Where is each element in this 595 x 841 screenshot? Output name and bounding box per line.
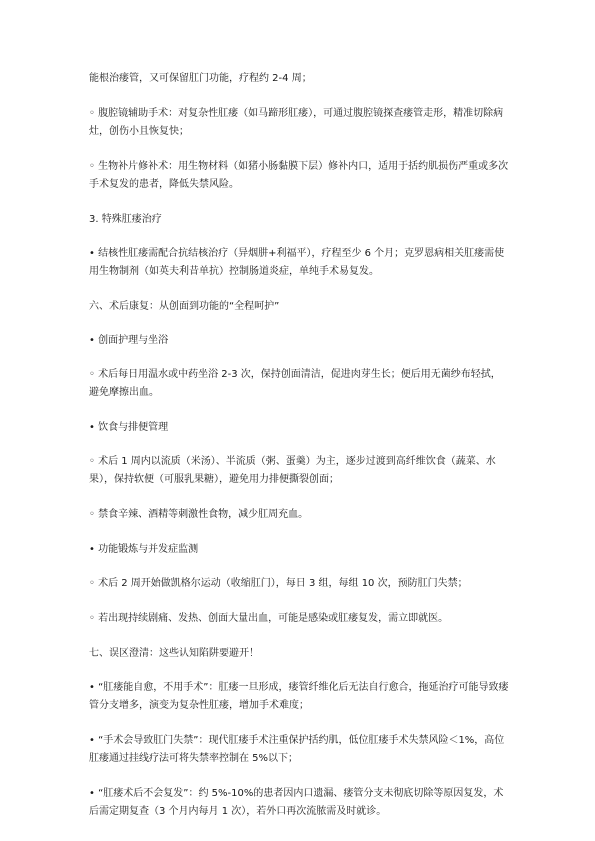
- paragraph-avoid-spicy: ◦ 禁食辛辣、酒精等刺激性食物，减少肛周充血。: [89, 509, 309, 520]
- heading-diet-bowel: • 饮食与排便管理: [89, 422, 169, 433]
- heading-special-fistula-treatment: 3. 特殊肛瘘治疗: [89, 214, 162, 225]
- paragraph-laparoscopic-surgery: ◦ 腹腔镜辅助手术：对复杂性肛瘘（如马蹄形肛瘘），可通过腹腔镜探查瘘管走形，精准切除病灶，创伤小且恢复快；: [89, 108, 504, 137]
- heading-section-seven-myths: 七、误区澄清：这些认知陷阱要避开！: [89, 648, 259, 659]
- paragraph-myth-no-recurrence: • “肛瘘术后不会复发”：约 5%-10%的患者因内口遗漏、瘘管分支未彻底切除等原因复发，术后需定期复查（3 个月内每月 1 次），若外口再次流脓需及时就诊。: [89, 788, 504, 817]
- heading-section-six-rehabilitation: 六、术后康复：从创面到功能的“全程呵护”: [89, 301, 280, 312]
- document-body: [89, 70, 509, 838]
- paragraph-myth-incontinence: • “手术会导致肛门失禁”：现代肛瘘手术注重保护括约肌，低位肛瘘手术失禁风险＜1%，高位肛瘘通过挂线疗法可将失禁率控制在 5%以下；: [89, 735, 505, 764]
- heading-exercise-monitoring: • 功能锻炼与并发症监测: [89, 544, 199, 555]
- paragraph-continuation: 能根治瘘管，又可保留肛门功能，疗程约 2-4 周；: [89, 73, 312, 84]
- paragraph-biological-patch: ◦ 生物补片修补术：用生物材料（如猪小肠黏膜下层）修补内口，适用于括约肌损伤严重或多次手术复发的患者，降低失禁风险。: [89, 161, 509, 190]
- paragraph-diet-first-week: ◦ 术后 1 周内以流质（米汤）、半流质（粥、蛋羹）为主，逐步过渡到高纤维饮食（蔬菜、水果），保持软便（可服乳果糖），避免用力排便撕裂创面；: [89, 456, 496, 485]
- paragraph-myth-self-heal: • “肛瘘能自愈，不用手术”：肛瘘一旦形成，瘘管纤维化后无法自行愈合，拖延治疗可能导致瘘管分支增多，演变为复杂性肛瘘，增加手术难度；: [89, 682, 509, 711]
- paragraph-sitz-bath: ◦ 术后每日用温水或中药坐浴 2-3 次，保持创面清洁，促进肉芽生长；便后用无菌纱布轻拭，避免摩擦出血。: [89, 369, 501, 398]
- paragraph-tuberculous-crohns: • 结核性肛瘘需配合抗结核治疗（异烟肼+利福平），疗程至少 6 个月；克罗恩病相关肛瘘需使用生物制剂（如英夫利昔单抗）控制肠道炎症，单纯手术易复发。: [89, 248, 505, 277]
- paragraph-kegel-exercise: ◦ 术后 2 周开始做凯格尔运动（收缩肛门），每日 3 组，每组 10 次，预防肛门失禁；: [89, 578, 468, 589]
- paragraph-seek-medical-care: ◦ 若出现持续剧痛、发热、创面大量出血，可能是感染或肛瘘复发，需立即就医。: [89, 613, 449, 624]
- heading-wound-care: • 创面护理与坐浴: [89, 335, 169, 346]
